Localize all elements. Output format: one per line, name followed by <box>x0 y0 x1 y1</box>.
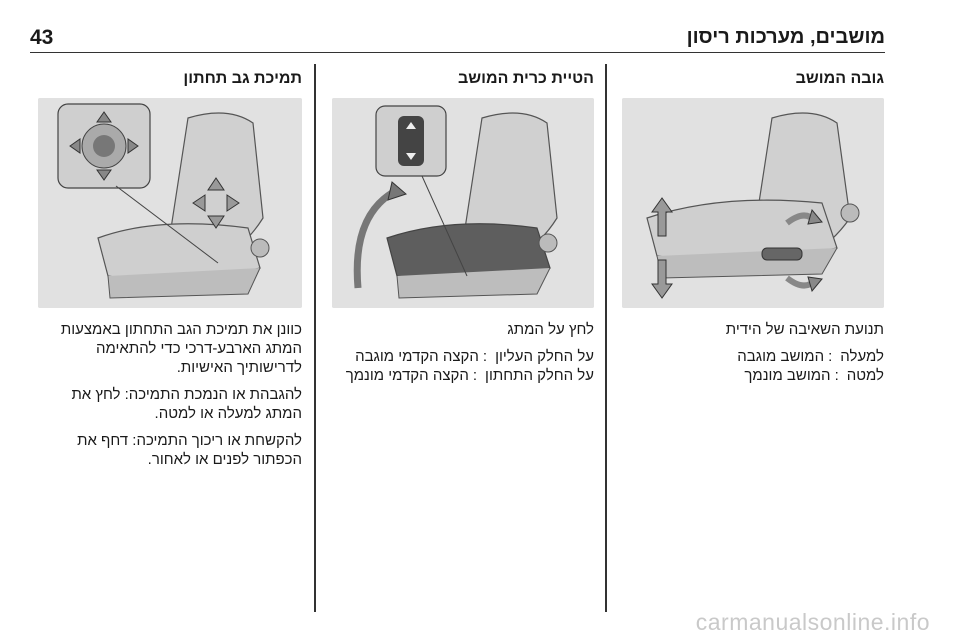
seat-tilt-row-top-separator: : <box>482 348 488 365</box>
lumbar-support-title: תמיכת גב תחתון <box>183 70 302 87</box>
seat-height-title: גובה המושב <box>795 70 884 87</box>
seat-tilt-figure <box>332 98 594 308</box>
seat-tilt-title: הטיית כרית המושב <box>458 70 594 87</box>
seat-tilt-row-bottom-separator: : <box>472 367 478 384</box>
seat-height-row-down <box>622 366 884 385</box>
lumbar-support-section <box>34 64 302 477</box>
seat-height-row-up <box>622 347 884 366</box>
seat-tilt-row-bottom-key: על החלק התחתון <box>485 367 594 384</box>
seat-tilt-row-top <box>332 347 594 366</box>
lumbar-paragraph-2: להגבהת או הנמכת התמיכה: לחץ את המתג למעלה או למטה. <box>71 386 302 422</box>
seat-height-row-up-separator: : <box>828 348 833 365</box>
seat-tilt-row-bottom <box>332 366 594 385</box>
lumbar-paragraph-1: כוונן את תמיכת הגב התחתון באמצעות המתג הארבע-דרכי כדי להתאימה לדרישותיך האישיות. <box>60 321 302 376</box>
seat-height-intro: תנועת השאיבה של הידית <box>725 321 884 338</box>
seat-height-row-down-key: למטה <box>846 367 884 384</box>
column-divider-right <box>605 64 607 612</box>
seat-tilt-row-top-value: הקצה הקדמי מוגבה <box>355 348 479 365</box>
seat-tilt-row-top-key: על החלק העליון <box>495 348 594 365</box>
seat-height-section <box>622 64 884 385</box>
seat-height-row-down-value: המושב מונמך <box>744 367 831 384</box>
page-number: 43 <box>30 26 54 49</box>
seat-tilt-section <box>332 64 594 385</box>
running-title: מושבים, מערכות ריסון <box>686 26 885 48</box>
lumbar-paragraph-3: להקשחת או ריכוך התמיכה: דחף את הכפתור לפנים או לאחור. <box>77 432 302 468</box>
seat-height-row-up-key: למעלה <box>840 348 884 365</box>
seat-height-row-down-separator: : <box>834 367 839 384</box>
seat-tilt-intro: לחץ על המתג <box>507 321 594 338</box>
seat-height-row-up-value: המושב מוגבה <box>737 348 825 365</box>
seat-tilt-row-bottom-value: הקצה הקדמי מונמך <box>345 367 469 384</box>
lumbar-support-figure <box>38 98 302 308</box>
page-header <box>30 26 885 53</box>
column-divider-left <box>314 64 316 612</box>
watermark: carmanualsonline.info <box>695 609 930 635</box>
seat-height-figure <box>622 98 884 308</box>
